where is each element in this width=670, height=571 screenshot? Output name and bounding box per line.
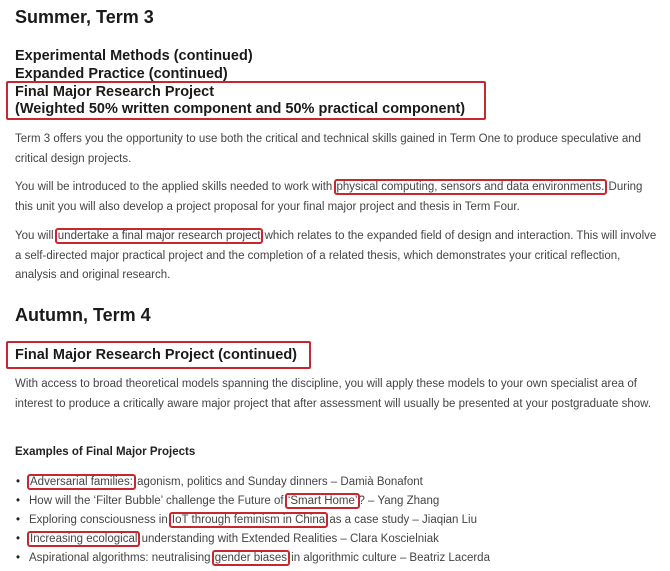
bullet-icon: • [16,514,21,526]
text-segment: Exploring consciousness in [29,514,171,526]
highlight-smart-home: ‘Smart Home’ [287,495,358,507]
highlight-increasing-ecological: Increasing ecological [30,533,138,545]
term4-paragraph: With access to broad theoretical models spanning the discipline, you will apply these models to your own specialist area of interest to produce a critically aware major project that after assessment will usually be presented at your postgraduate show. [15,378,652,410]
text-segment: During this unit you will also develop a project proposal for your final major project and thesis in Term Four. [15,181,643,213]
example-item [15,473,665,492]
highlight-adversarial-families: Adversarial families: [30,476,133,488]
example-item [15,549,665,568]
bullet-icon: • [16,495,21,507]
term3-paragraph-intro: Term 3 offers you the opportunity to use both the critical and technical skills gained in Term One to produce speculative and critical design projects. [15,133,642,165]
unit-final-major-research-project-continued: Final Major Research Project (continued) [15,347,297,363]
highlight-final-major-research: undertake a final major research project [57,230,261,242]
text-segment: How will the ‘Filter Bubble’ challenge the Future of [29,495,287,507]
text-segment: in algorithmic culture – Beatriz Lacerda [287,552,490,564]
highlight-physical-computing: physical computing, sensors and data environments. [336,181,605,193]
bullet-icon: • [16,533,21,545]
bullet-icon: • [16,476,21,488]
text-segment: as a case study – Jiaqian Liu [326,514,477,526]
text-segment: You will [15,230,57,242]
term3-paragraph-skills [15,178,660,217]
example-item [15,511,665,530]
unit-final-major-research-project: Final Major Research Project [15,84,215,100]
bullet-icon: • [16,552,21,564]
text-segment: ? – Yang Zhang [358,495,440,507]
examples-heading: Examples of Final Major Projects [15,446,196,458]
unit-experimental-methods: Experimental Methods (continued) [15,48,253,64]
term3-heading: Summer, Term 3 [15,7,154,27]
text-segment: Aspirational algorithms: neutralising [29,552,214,564]
examples-list [15,473,665,568]
term3-paragraph-project [15,227,660,286]
term4-heading: Autumn, Term 4 [15,305,151,325]
text-segment: agonism, politics and Sunday dinners – Damià Bonafont [133,476,423,488]
highlight-iot-feminism: IoT through feminism in China [171,514,326,526]
example-item [15,492,665,511]
unit-weighting-note: (Weighted 50% written component and 50% practical component) [15,101,466,117]
text-segment: which relates to the expanded field of design and interaction. This will involve a self-directed major practical project and the completion of a related thesis, which demonstrates your critical reflection, analysis and original research. [15,230,657,281]
highlight-gender-biases: gender biases [214,552,287,564]
example-item [15,530,665,549]
unit-expanded-practice: Expanded Practice (continued) [15,66,228,82]
text-segment: You will be introduced to the applied skills needed to work with [15,181,336,193]
text-segment: understanding with Extended Realities – Clara Koscielniak [138,533,439,545]
